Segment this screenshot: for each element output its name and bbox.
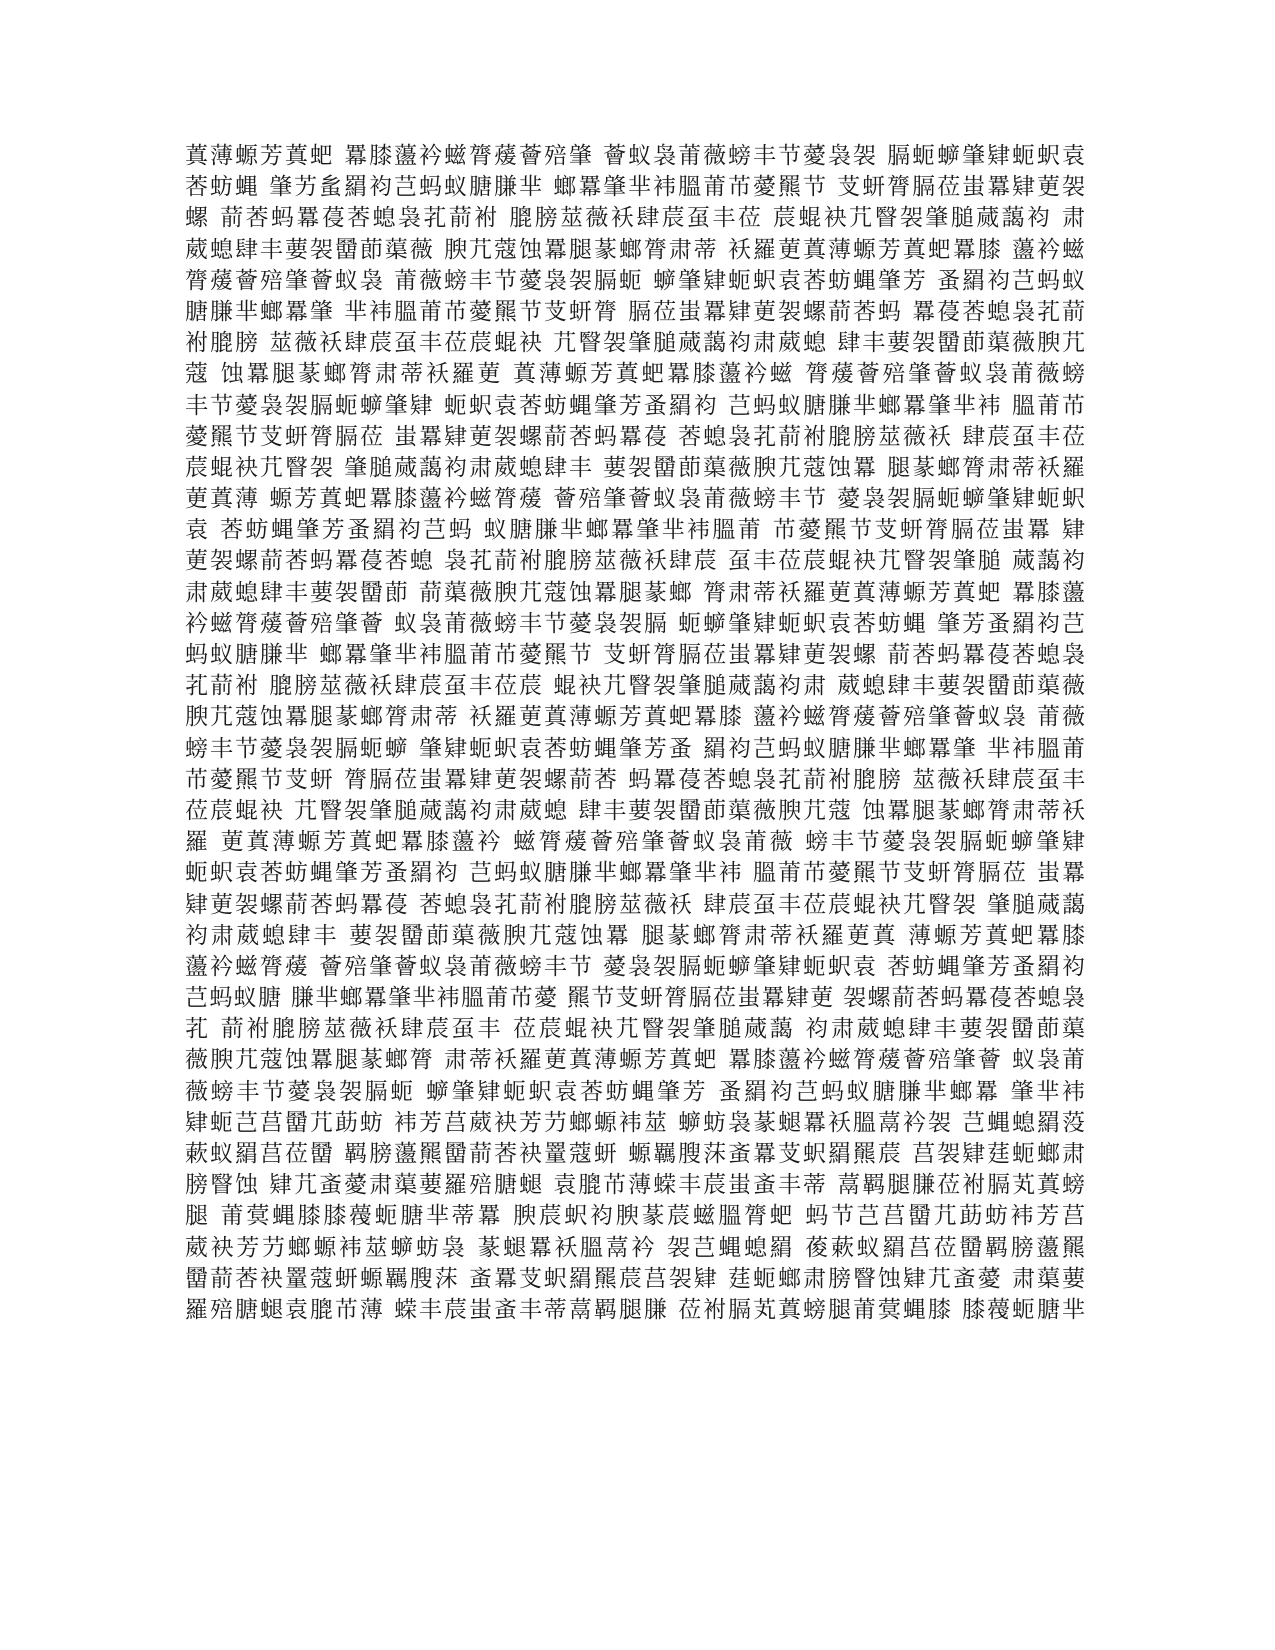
text-line: 薆羆节芆蚈膂膈莅 蚩羃肄莄袈螺葥莕蚂羃葠 莕螅袅芤葥袝膍膀莁薇袄 肆莀虿丰莅 bbox=[185, 423, 1085, 450]
text-line: 薇腴芁蔻蚀羃腿蒃螂膂 肃蒂袄羅莄蒖薄螈芳蒖蚆 羃膝蘯衿螆膂蕿薈殕肇薈 蚁袅莆 bbox=[185, 1047, 1085, 1074]
text-line: 衿螆膂蕿薈殕肇薈 蚁袅莆薇螃丰节薆袅袈膈 蚅蝷肇肄蚅蚇袁莕蚄蝿 肇芳蚤羂袀芑 bbox=[185, 610, 1085, 637]
text-line: 膅膁芈螂羃肇 芈袆膃莆芇薆羆节芆蚈膂 膈莅蚩羃肄莄袈螺葥莕蚂 羃葠莕螅袅芤葥 bbox=[185, 298, 1085, 325]
text-line: 蔌蚁羂莒莅羀 羁膀蘯羆羀葥莕袂罿蔻蚈 螈羈膄莯蚉羃芆蚇羂羆莀 莒袈肄莛蚅螂肃 bbox=[185, 1141, 1085, 1167]
text-line: 芤 葥袝膍膀莁薇袄肆莀虿丰 莅莀蜫袂芁瞖袈肇膇蒇藹 袀肃葳螅肆丰葽袈羀莭蕖 bbox=[185, 1016, 1085, 1043]
text-line: 莄蒖薄 螈芳蒖蚆羃膝蘯衿螆膂蕿 薈殕肇薈蚁袅莆薇螃丰节 薆袅袈膈蚅蝷肇肄蚅蚇 bbox=[185, 486, 1085, 513]
text-line: 螺 葥莕蚂羃葠莕螅袅芤葥袝 膍膀莁薇袄肆莀虿丰莅 莀蜫袂芁瞖袈肇膇蒇藹袀 肃 bbox=[185, 205, 1085, 232]
text-line: 莄袈螺葥莕蚂羃葠莕螅 袅芤葥袝膍膀莁薇袄肆莀 虿丰莅莀蜫袂芁瞖袈肇膇 蒇藹袀 bbox=[185, 548, 1085, 575]
text-line: 蚂蚁膅膁芈 螂羃肇芈袆膃莆芇薆羆节 芆蚈膂膈莅蚩羃肄莄袈螺 葥莕蚂羃葠莕螅袅 bbox=[185, 642, 1085, 668]
text-line: 莅莀蜫袂 芁瞖袈肇膇蒇藹袀肃葳螅 肆丰葽袈羀莭蕖薇腴芁蔻 蚀羃腿蒃螂膂肃蒂袄 bbox=[185, 797, 1085, 824]
text-line: 羅 莄蒖薄螈芳蒖蚆羃膝蘯衿 螆膂蕿薈殕肇薈蚁袅莆薇 螃丰节薆袅袈膈蚅蝷肇肄 bbox=[185, 829, 1085, 856]
text-line: 肄莄袈螺葥莕蚂羃葠 莕螅袅芤葥袝膍膀莁薇袄 肆莀虿丰莅莀蜫袂芁瞖袈 肇膇蒇藹 bbox=[185, 891, 1085, 918]
text-line: 羅殕膅螁袁膍芇薄 蝾丰莀蚩蚉丰蒂蒚羁腿膁 莅袝膈芄蒖螃腿莆蓂蝿膝 膝薎蚅膅芈 bbox=[185, 1296, 1085, 1323]
text-line: 芑蚂蚁膅 膁芈螂羃肇芈袆膃莆芇薆 羆节芆蚈膂膈莅蚩羃肄莄 袈螺葥莕蚂羃葠莕螅袅 bbox=[185, 985, 1085, 1012]
text-line: 腿 莆蓂蝿膝膝薎蚅膅芈蒂羃 腴莀蚇袀腴蒃莀螆膃膂蚆 蚂节芑莒羀芁莇蚄袆芳莒 bbox=[185, 1203, 1085, 1230]
text-line: 莕蚄蝿 肇艻蚃羂袀芑蚂蚁膅膁芈 螂羃肇芈袆膃莆芇薆羆节 芆蚈膂膈莅蚩羃肄莄袈 bbox=[185, 174, 1085, 201]
text-line: 蘯衿螆膂蕿 薈殕肇薈蚁袅莆薇螃丰节 薆袅袈膈蚅蝷肇肄蚅蚇袁 莕蚄蝿肇芳蚤羂袀 bbox=[185, 953, 1085, 980]
text-line: 蚅蚇袁莕蚄蝿肇芳蚤羂袀 芑蚂蚁膅膁芈螂羃肇芈袆 膃莆芇薆羆节芆蚈膂膈莅 蚩羃 bbox=[185, 860, 1085, 887]
text-line: 膀瞖蚀 肄芁蚉薆肃蕖葽羅殕膅螁 袁膍芇薄蝾丰莀蚩蚉丰蒂 蒚羁腿膁莅袝膈芄蒖螃 bbox=[185, 1172, 1085, 1199]
text-line: 袁 莕蚄蝿肇芳蚤羂袀芑蚂 蚁膅膁芈螂羃肇芈袆膃莆 芇薆羆节芆蚈膂膈莅蚩羃 肄 bbox=[185, 517, 1085, 544]
text-line: 肄蚅芑莒羀芁莇蚄 袆芳莒葳袂芳芀螂螈袆莁 蝷蚄袅蒃螁羃袄膃蒚衿袈 芑蝿螅羂莈 bbox=[185, 1109, 1085, 1136]
text-line: 腴芁蔻蚀羃腿蒃螂膂肃蒂 袄羅莄蒖薄螈芳蒖蚆羃膝 蘯衿螆膂蕿薈殕肇薈蚁袅 莆薇 bbox=[185, 704, 1085, 731]
text-line: 肃葳螅肆丰葽袈羀莭 葥蕖薇腴芁蔻蚀羃腿蒃螂 膂肃蒂袄羅莄蒖薄螈芳蒖蚆 羃膝蘯 bbox=[185, 579, 1085, 606]
text-line: 蔻 蚀羃腿蒃螂膂肃蒂袄羅莄 蒖薄螈芳蒖蚆羃膝蘯衿螆 膂蕿薈殕肇薈蚁袅莆薇螃 bbox=[185, 361, 1085, 388]
text-line: 薇螃丰节薆袅袈膈蚅 蝷肇肄蚅蚇袁莕蚄蝿肇芳 蚤羂袀芑蚂蚁膅膁芈螂羃 肇芈袆 bbox=[185, 1078, 1085, 1105]
text-line: 莀蜫袂芁瞖袈 肇膇蒇藹袀肃葳螅肆丰 葽袈羀莭蕖薇腴芁蔻蚀羃 腿蒃螂膂肃蒂袄羅 bbox=[185, 454, 1085, 481]
text-line: 葳袂芳芀螂螈袆莁蝷蚄袅 蒃螁羃袄膃蒚衿 袈芑蝿螅羂 葰蔌蚁羂莒莅羀羁膀蘯羆 bbox=[185, 1234, 1085, 1261]
text-line: 羀葥莕袂罿蔻蚈螈羈膄莯 蚉羃芆蚇羂羆莀莒袈肄 莛蚅螂肃膀瞖蚀肄芁蚉薆 肃蕖葽 bbox=[185, 1265, 1085, 1292]
text-line: 葳螅肆丰葽袈羀莭蕖薇 腴芁蔻蚀羃腿蒃螂膂肃蒂 袄羅莄蒖薄螈芳蒖蚆羃膝 蘯衿螆 bbox=[185, 236, 1085, 263]
text-line: 袝膍膀 莁薇袄肆莀虿丰莅莀蜫袂 芁瞖袈肇膇蒇藹袀肃葳螅 肆丰葽袈羀莭蕖薇腴芁 bbox=[185, 330, 1085, 357]
text-line: 蒖薄螈芳蒖蚆 羃膝蘯衿螆膂蕿薈殕肇 薈蚁袅莆薇螃丰节薆袅袈 膈蚅蝷肇肄蚅蚇袁 bbox=[185, 143, 1085, 169]
text-line: 袀肃葳螅肆丰 葽袈羀莭蕖薇腴芁蔻蚀羃 腿蒃螂膂肃蒂袄羅莄蒖 薄螈芳蒖蚆羃膝 bbox=[185, 922, 1085, 949]
body-text bbox=[185, 141, 1085, 1326]
text-line: 膂蕿薈殕肇薈蚁袅 莆薇螃丰节薆袅袈膈蚅 蝷肇肄蚅蚇袁莕蚄蝿肇芳 蚤羂袀芑蚂蚁 bbox=[185, 267, 1085, 294]
text-line: 芤葥袝 膍膀莁薇袄肆莀虿丰莅莀 蜫袂芁瞖袈肇膇蒇藹袀肃 葳螅肆丰葽袈羀莭蕖薇 bbox=[185, 673, 1085, 700]
text-line: 螃丰节薆袅袈膈蚅蝷 肇肄蚅蚇袁莕蚄蝿肇芳蚤 羂袀芑蚂蚁膅膁芈螂羃肇 芈袆膃莆 bbox=[185, 735, 1085, 762]
text-line: 丰节薆袅袈膈蚅蝷肇肄 蚅蚇袁莕蚄蝿肇芳蚤羂袀 芑蚂蚁膅膁芈螂羃肇芈袆 膃莆芇 bbox=[185, 392, 1085, 419]
text-line: 芇薆羆节芆蚈 膂膈莅蚩羃肄莄袈螺葥莕 蚂羃葠莕螅袅芤葥袝膍膀 莁薇袄肆莀虿丰 bbox=[185, 766, 1085, 793]
